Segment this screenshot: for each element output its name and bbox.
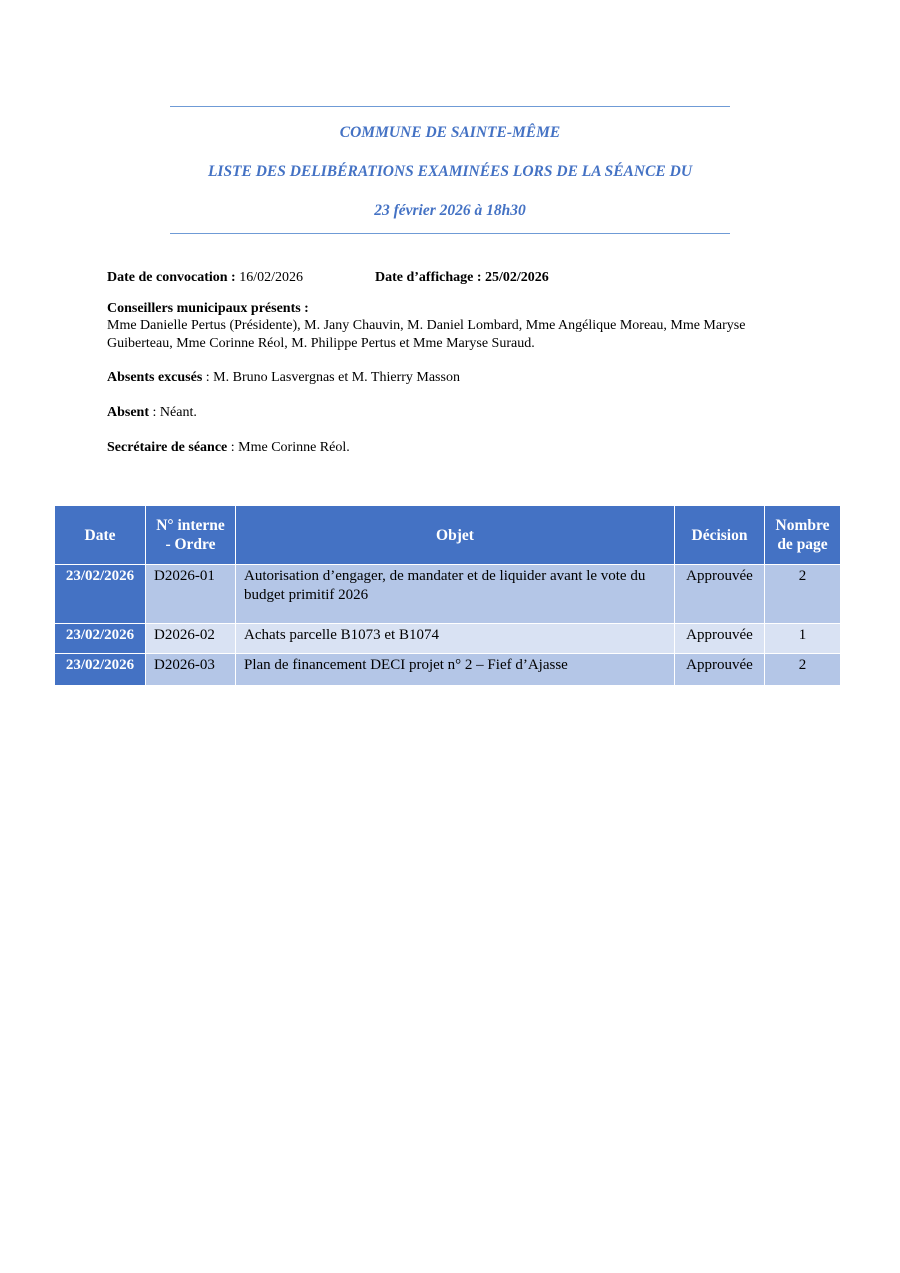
presents-list: Mme Danielle Pertus (Présidente), M. Jany Chauvin, M. Daniel Lombard, Mme Angélique Moreau, Mme Maryse Guiberteau, Mme Corinne Réol, M. Philippe Pertus et Mme Maryse Suraud. <box>107 318 746 351</box>
table-row <box>55 565 841 624</box>
document-title: LISTE DES DELIBÉRATIONS EXAMINÉES LORS DE LA SÉANCE DU <box>207 163 693 180</box>
row-num: D2026-03 <box>146 654 236 686</box>
row-objet: Achats parcelle B1073 et B1074 <box>236 624 675 654</box>
excuses-value: : M. Bruno Lasvergnas et M. Thierry Masson <box>202 370 460 385</box>
convocation-line <box>107 269 303 287</box>
col-header-decision: Décision <box>675 506 765 565</box>
col-header-pages-line1: Nombre <box>775 517 830 534</box>
commune-title: COMMUNE DE SAINTE-MÊME <box>339 124 561 141</box>
row-num: D2026-01 <box>146 565 236 624</box>
col-header-num-line1: N° interne <box>156 517 225 534</box>
col-header-pages <box>765 506 841 565</box>
col-header-pages-line2: de page <box>777 536 828 553</box>
absent-value: : Néant. <box>149 405 197 420</box>
excuses-label: Absents excusés <box>107 370 203 385</box>
header-bottom-rule <box>170 233 730 234</box>
convocation-label: Date de convocation : <box>107 270 236 285</box>
secretaire-label: Secrétaire de séance <box>107 440 228 455</box>
col-header-num-line2: - Ordre <box>165 536 216 553</box>
table-row <box>55 654 841 686</box>
row-date: 23/02/2026 <box>55 624 146 654</box>
row-objet: Autorisation d’engager, de mandater et de liquider avant le vote du budget primitif 2026 <box>236 565 675 624</box>
col-header-objet: Objet <box>236 506 675 565</box>
table-header-row <box>55 506 841 565</box>
col-header-date: Date <box>55 506 146 565</box>
row-decision: Approuvée <box>675 624 765 654</box>
table-row <box>55 624 841 654</box>
row-date: 23/02/2026 <box>55 654 146 686</box>
affichage-line: Date d’affichage : 25/02/2026 <box>375 270 549 285</box>
excuses-line <box>107 369 460 387</box>
col-header-num <box>146 506 236 565</box>
row-decision: Approuvée <box>675 654 765 686</box>
row-pages: 2 <box>765 654 841 686</box>
row-pages: 1 <box>765 624 841 654</box>
absent-label: Absent <box>107 405 150 420</box>
presents-label: Conseillers municipaux présents : <box>107 301 309 316</box>
secretaire-value: : Mme Corinne Réol. <box>227 440 350 455</box>
convocation-value: 16/02/2026 <box>235 270 303 285</box>
row-objet: Plan de financement DECI projet n° 2 – Fief d’Ajasse <box>236 654 675 686</box>
deliberations-table <box>54 505 841 686</box>
row-pages: 2 <box>765 565 841 624</box>
row-decision: Approuvée <box>675 565 765 624</box>
session-date: 23 février 2026 à 18h30 <box>374 202 526 219</box>
row-date: 23/02/2026 <box>55 565 146 624</box>
absent-line <box>107 404 197 422</box>
header-top-rule <box>170 106 730 107</box>
secretaire-line <box>107 439 350 457</box>
row-num: D2026-02 <box>146 624 236 654</box>
